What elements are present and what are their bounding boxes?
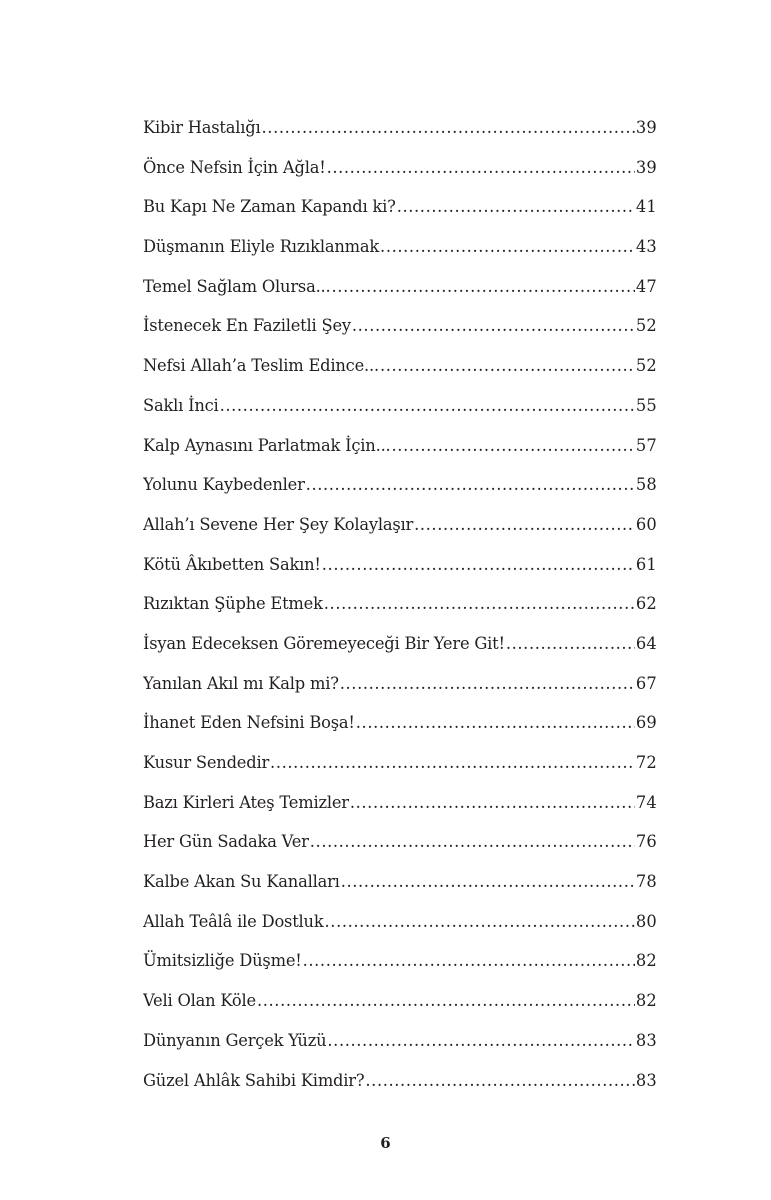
page-number: 6: [380, 1134, 391, 1152]
toc-entry: [143, 792, 657, 832]
toc-entry-page: 74: [635, 792, 657, 812]
toc-entry-page: 39: [635, 118, 657, 137]
toc-entry-title: Nefsi Allah’a Teslim Edince...: [143, 356, 379, 376]
toc-entry-title: Kalp Aynasını Parlatmak İçin...: [143, 435, 391, 455]
toc-entry-page: 69: [635, 713, 657, 733]
toc-entry-page: 83: [635, 1030, 657, 1050]
toc-entry: [143, 831, 657, 871]
dot-leader: [306, 474, 635, 496]
toc-entry-page: 64: [635, 633, 657, 653]
toc-entry-page: 47: [635, 276, 657, 296]
toc-entry-page: 78: [635, 872, 657, 892]
dot-leader: [327, 157, 635, 179]
dot-leader: [262, 117, 635, 139]
toc-entry-title: İsyan Edeceksen Göremeyeceği Bir Yere Git!: [143, 633, 505, 653]
toc-entry-title: Kusur Sendedir: [143, 753, 270, 772]
toc-entry-title: Temel Sağlam Olursa...: [143, 276, 331, 296]
toc-entry: [143, 435, 657, 475]
toc-entry: [143, 157, 657, 197]
toc-entry-title: İhanet Eden Nefsini Boşa!: [143, 713, 355, 733]
dot-leader: [324, 593, 635, 615]
toc-entry-title: Saklı İnci: [143, 395, 219, 415]
dot-leader: [303, 950, 635, 972]
toc-entry-page: 82: [635, 991, 657, 1011]
toc-entry-page: 80: [635, 911, 657, 931]
dot-leader: [270, 752, 635, 774]
toc-entry-title: Kalbe Akan Su Kanalları: [143, 872, 340, 892]
dot-leader: [352, 315, 635, 337]
dot-leader: [380, 355, 635, 377]
dot-leader: [310, 831, 635, 853]
toc-entry: [143, 395, 657, 435]
toc-entry: [143, 117, 657, 157]
toc-entry-page: 62: [635, 594, 657, 614]
toc-entry: [143, 514, 657, 554]
toc-entry: [143, 1070, 657, 1110]
toc-entry: [143, 990, 657, 1030]
toc-entry: [143, 950, 657, 990]
toc-entry-title: Bu Kapı Ne Zaman Kapandı ki?: [143, 197, 396, 217]
toc-entry-title: Allah’ı Sevene Her Şey Kolaylaşır: [143, 514, 414, 534]
toc-entry-page: 43: [635, 237, 657, 257]
toc-entry-title: Bazı Kirleri Ateş Temizler: [143, 792, 349, 812]
dot-leader: [365, 1070, 634, 1092]
toc-entry-title: Önce Nefsin İçin Ağla!: [143, 157, 326, 177]
dot-leader: [392, 435, 635, 457]
toc-entry: [143, 673, 657, 713]
dot-leader: [414, 514, 635, 536]
toc-entry-title: İstenecek En Faziletli Şey: [143, 316, 351, 336]
dot-leader: [322, 554, 635, 576]
dot-leader: [220, 395, 635, 417]
toc-entry-page: 76: [635, 832, 657, 852]
toc-entry: [143, 355, 657, 395]
dot-leader: [325, 911, 635, 933]
toc-entry-page: 55: [635, 395, 657, 415]
dot-leader: [332, 276, 635, 298]
toc-entry: [143, 196, 657, 236]
dot-leader: [341, 871, 635, 893]
toc-entry-title: Rızıktan Şüphe Etmek: [143, 594, 323, 614]
toc-entry-title: Güzel Ahlâk Sahibi Kimdir?: [143, 1070, 365, 1090]
toc-entry: [143, 871, 657, 911]
toc-entry-title: Veli Olan Köle: [143, 991, 256, 1011]
toc-entry-page: 61: [635, 554, 657, 574]
toc-entry-title: Yolunu Kaybedenler: [143, 475, 305, 495]
toc-entry-page: 52: [635, 356, 657, 376]
toc-entry: [143, 1030, 657, 1070]
toc-entry-title: Her Gün Sadaka Ver: [143, 832, 309, 852]
toc-entry: [143, 911, 657, 951]
toc-entry-page: 72: [635, 753, 657, 772]
dot-leader: [380, 236, 635, 258]
dot-leader: [356, 712, 635, 734]
dot-leader: [327, 1030, 634, 1052]
toc-entry: [143, 593, 657, 633]
dot-leader: [340, 673, 635, 695]
toc-entry-title: Yanılan Akıl mı Kalp mi?: [143, 673, 339, 693]
toc-entry: [143, 474, 657, 514]
toc-entry: [143, 554, 657, 594]
dot-leader: [257, 990, 635, 1012]
toc-entry-page: 83: [635, 1070, 657, 1090]
toc-entry: [143, 752, 657, 792]
dot-leader: [397, 196, 635, 218]
toc-entry: [143, 315, 657, 355]
toc-entry-title: Ümitsizliğe Düşme!: [143, 951, 302, 971]
toc-entry-title: Allah Teâlâ ile Dostluk: [143, 911, 324, 931]
toc-entry-page: 67: [635, 673, 657, 693]
toc-entry: [143, 712, 657, 752]
toc-entry-title: Kibir Hastalığı: [143, 118, 261, 137]
toc-entry-title: Dünyanın Gerçek Yüzü: [143, 1030, 327, 1050]
toc-entry-title: Kötü Âkıbetten Sakın!: [143, 554, 321, 574]
toc-entry-title: Düşmanın Eliyle Rızıklanmak: [143, 237, 380, 257]
toc-entry-page: 58: [635, 475, 657, 495]
toc-entry: [143, 236, 657, 276]
toc-entry-page: 82: [635, 951, 657, 971]
table-of-contents: [143, 117, 657, 1109]
dot-leader: [506, 633, 635, 655]
toc-entry: [143, 633, 657, 673]
toc-entry-page: 52: [635, 316, 657, 336]
dot-leader: [350, 792, 635, 814]
toc-entry-page: 41: [635, 197, 657, 217]
toc-entry: [143, 276, 657, 316]
toc-entry-page: 39: [635, 157, 657, 177]
toc-entry-page: 60: [635, 514, 657, 534]
toc-entry-page: 57: [635, 435, 657, 455]
